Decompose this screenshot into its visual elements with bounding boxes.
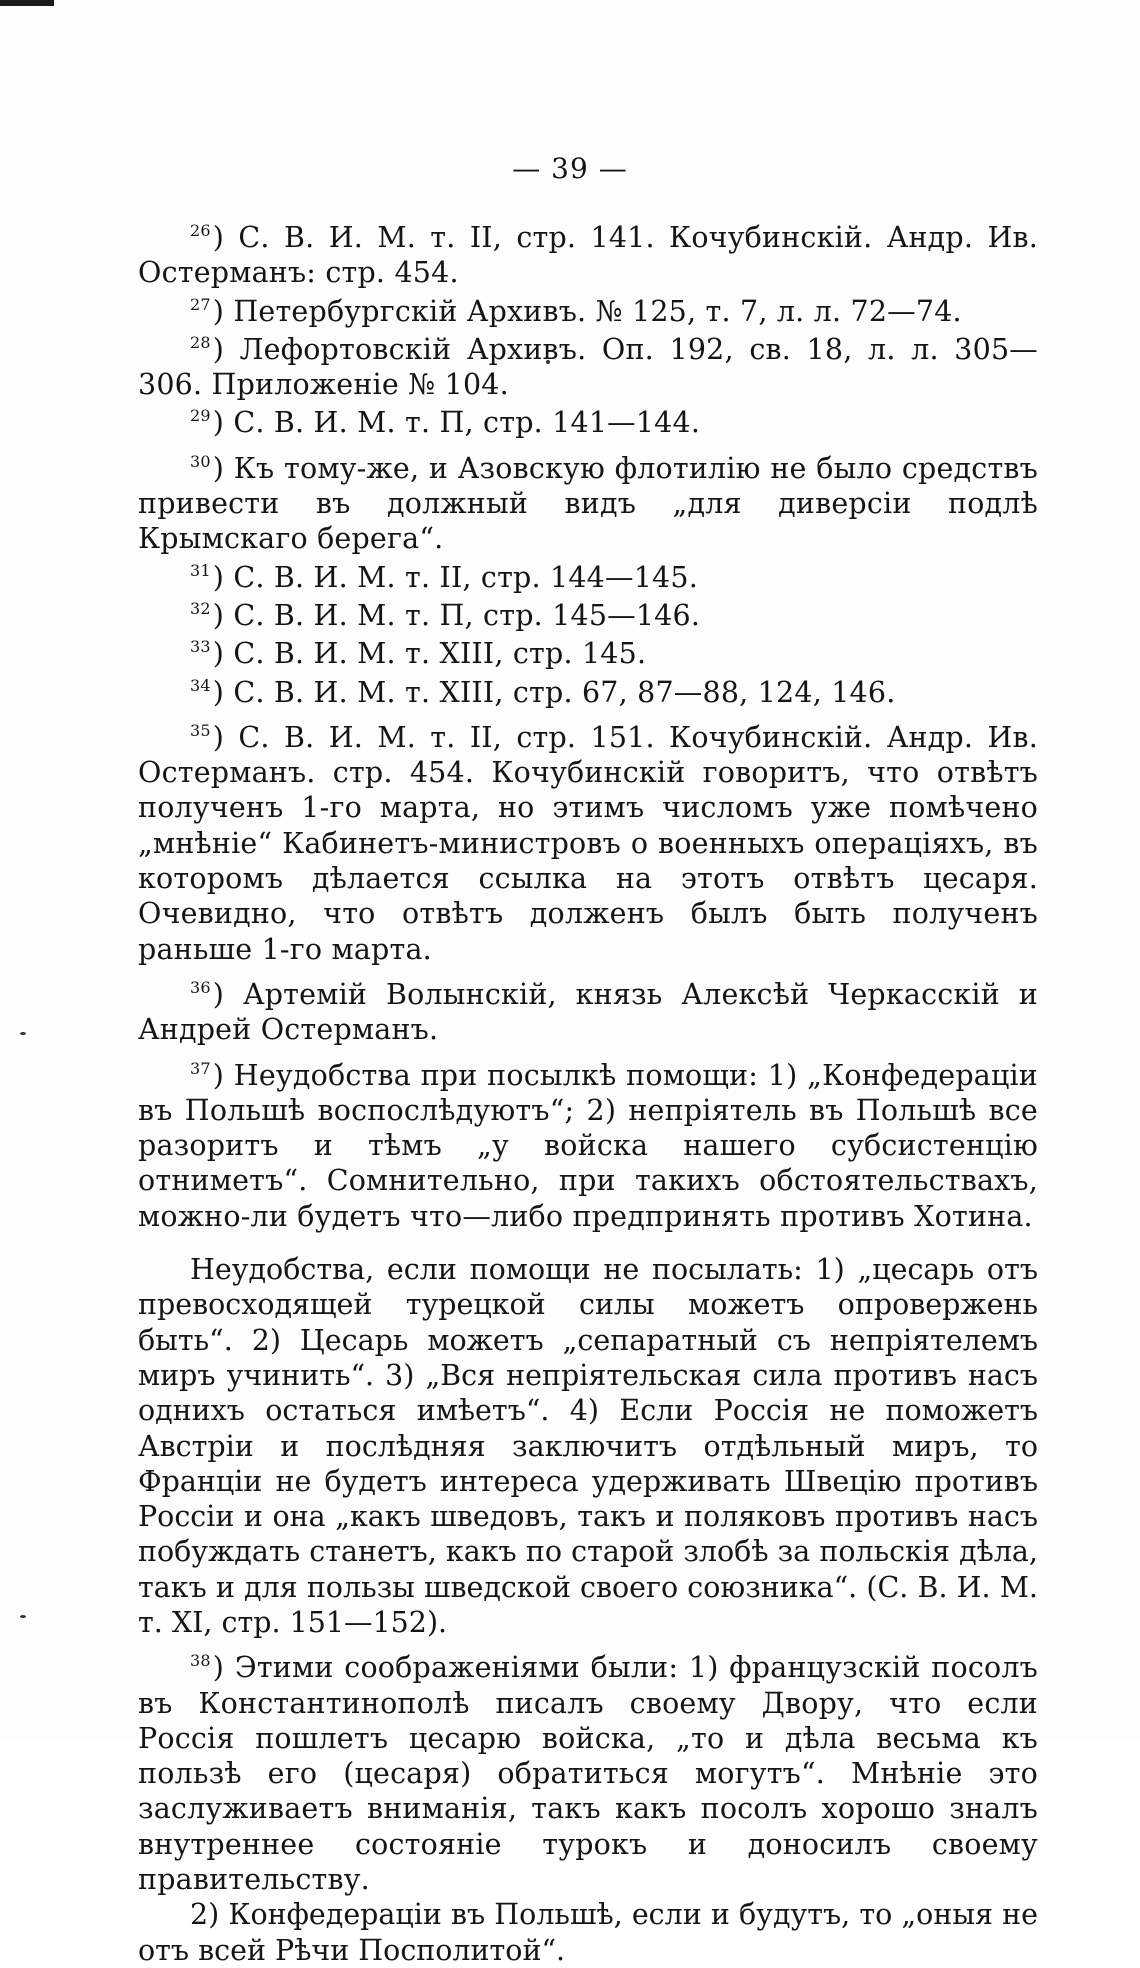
footnote-32 <box>138 598 1038 633</box>
footnote-text: ) С. В. И. М. т. II, стр. 151. Кочубинскій. Андр. Ив. Остерманъ. стр. 454. Кочубинскій говоритъ, что отвѣтъ полученъ 1-го марта, но этимъ числомъ уже помѣчено „мнѣніе“ Кабинетъ-министровъ о военныхъ операціяхъ, въ которомъ дѣлается ссылка на этотъ отвѣтъ цесаря. Очевидно, что отвѣтъ долженъ былъ быть полученъ раньше 1-го марта. <box>138 720 1038 966</box>
footnote-number: 32 <box>190 598 211 618</box>
footnote-text: ) С. В. И. М. т. П, стр. 141—144. <box>212 406 701 440</box>
footnote-28 <box>138 332 1038 403</box>
footnote-number: 35 <box>190 720 211 740</box>
footnote-27 <box>138 294 1038 329</box>
footnote-text: ) Лефортовскій Архивъ. Оп. 192, св. 18, л. л. 305—306. Приложеніе № 104. <box>138 332 1038 402</box>
footnote-35 <box>138 720 1038 967</box>
footnote-number: 26 <box>190 221 211 240</box>
footnotes-body <box>138 220 1038 1968</box>
footnote-29 <box>138 405 1038 440</box>
footnote-38 <box>138 1650 1038 1897</box>
footnote-text: ) Къ тому-же, и Азовскую флотилію не было средствъ привести въ должный видъ „для диверсіи подлѣ Крымскаго берега“. <box>138 451 1038 556</box>
page-number: — 39 — <box>512 152 628 185</box>
scan-speck <box>20 1615 26 1618</box>
footnote-text: ) С. В. И. М. т. II, стр. 141. Кочубинскій. Андр. Ив. Остерманъ: стр. 454. <box>138 221 1038 290</box>
scan-speck <box>20 1032 26 1035</box>
footnote-37-continuation: Неудобства, если помощи не посылать: 1) „цесарь отъ превосходящей турецкой силы можетъ опровержень быть“. 2) Цесарь можетъ „сепаратный съ непріятелемъ миръ учинить“. 3) „Вся непріятельская сила противъ насъ однихъ остаться имѣетъ“. 4) Если Россія не поможетъ Австріи и послѣдняя заключитъ отдѣльный миръ, то Франціи не будетъ интереса удерживать Швецію противъ Россіи и она „какъ шведовъ, такъ и поляковъ противъ насъ побуждать станетъ, какъ по старой злобѣ за польскія дѣла, такъ и для пользы шведской своего союзника“. (С. В. И. М. т. XI, стр. 151—152). <box>138 1253 1038 1639</box>
footnote-number: 28 <box>190 332 211 352</box>
footnote-text: ) С. В. И. М. т. XIII, стр. 67, 87—88, 124, 146. <box>212 675 896 709</box>
footnote-number: 36 <box>190 977 211 997</box>
footnote-36 <box>138 977 1038 1048</box>
footnote-number: 31 <box>190 560 211 580</box>
footnote-33 <box>138 636 1038 671</box>
footnote-text: ) Этими соображеніями были: 1) французскій посолъ въ Константинополѣ писалъ своему Двору, что если Россія пошлетъ цесарю войска, „то и дѣла весьма къ пользѣ его (цесаря) обратиться могутъ“. Мнѣніе это заслуживаетъ вниманія, такъ какъ посолъ хорошо зналъ внутреннее состояніе турокъ и доносилъ своему правительству. <box>138 1651 1038 1897</box>
footnote-text: ) С. В. И. М. т. II, стр. 144—145. <box>212 560 698 594</box>
footnote-text: ) Артемій Волынскій, князь Алексѣй Черкасскій и Андрей Остерманъ. <box>138 977 1038 1047</box>
footnote-text: ) Неудобства при посылкѣ помощи: 1) „Конфедераціи въ Польшѣ воспослѣдуютъ“; 2) непріятель въ Польшѣ все разоритъ и тѣмъ „у войска нашего субсистенцію отниметъ“. Сомнительно, при такихъ обстоятельствахъ, можно-ли будетъ что—либо предпринять противъ Хотина. <box>138 1058 1038 1233</box>
footnote-number: 34 <box>190 675 211 695</box>
footnote-text: ) С. В. И. М. т. П, стр. 145—146. <box>212 598 701 632</box>
footnote-30 <box>138 451 1038 557</box>
footnote-number: 37 <box>190 1058 211 1078</box>
footnote-number: 30 <box>190 451 211 471</box>
footnote-text: ) Петербургскій Архивъ. № 125, т. 7, л. л. 72—74. <box>212 294 962 328</box>
footnote-38-continuation: 2) Конфедераціи въ Польшѣ, если и будутъ, то „оныя не отъ всей Рѣчи Посполитой“. <box>138 1898 1038 1967</box>
footnote-number: 27 <box>190 294 211 314</box>
footnote-37 <box>138 1058 1038 1234</box>
footnote-number: 38 <box>190 1651 211 1671</box>
footnote-31 <box>138 560 1038 595</box>
footnote-26 <box>138 220 1038 291</box>
footnote-text: ) С. В. И. М. т. XIII, стр. 145. <box>212 637 647 671</box>
scan-edge-mark <box>0 0 54 6</box>
footnote-number: 29 <box>190 406 211 426</box>
footnote-number: 33 <box>190 637 211 657</box>
footnote-34 <box>138 675 1038 710</box>
